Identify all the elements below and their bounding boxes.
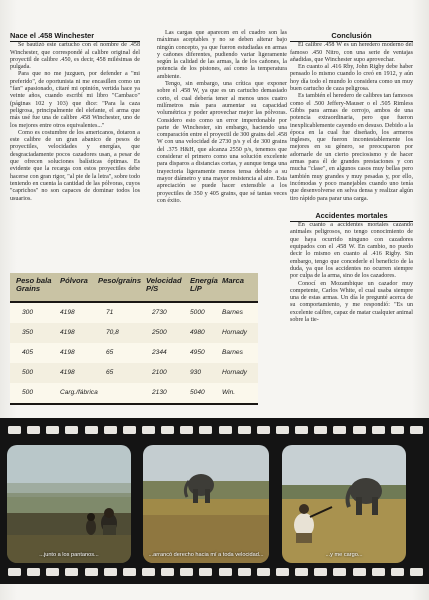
table-cell: 5040 xyxy=(190,389,205,396)
table-row xyxy=(10,323,258,343)
table-cell: 65 xyxy=(106,349,114,356)
table-header-cell: Pólvora xyxy=(60,276,88,285)
table-cell: 4198 xyxy=(60,349,75,356)
table-cell: Carg./fábrica xyxy=(60,389,98,396)
table-cell: 500 xyxy=(22,389,34,396)
table-body xyxy=(10,301,258,405)
table-cell: Win. xyxy=(222,389,236,396)
film-perforations-top xyxy=(8,426,423,436)
table-cell: 4950 xyxy=(190,349,205,356)
paragraph: Es también el heredero de calibres tan famosos como el .500 Jeffery-Mauser o el .505 Rimless Gibbs para armas de cerrojo, ambos de una potencia extraordinaria, pero que fueron inexplicablemente cayendo en desuso. Debido a la época en la cual fue diseñado, los armeros ingleses, que fueron incontestablemente los mejores en su género, se preocuparon por adornarle de un cierto preciosismo y de hacer armas para él de grandes prestaciones y con mucha "clase", en algunos casos muy bellas pero también muy grandes y muy pesadas y, por ello, incómodas y poco manejables cuando uno tenía que desenvolverse en selva densa y realizar algún tiro rápido para parar una carga. xyxy=(290,93,414,202)
table-row xyxy=(10,343,258,363)
paragraph: Se bautizó este cartucho con el nombre de .458 Winchester, que correspondé al calibre original del proyectil de calibre .450, es decir, 458 milésimas de pulgada. xyxy=(10,42,140,71)
table-row xyxy=(10,303,258,323)
photo-frame-swamp xyxy=(7,445,131,563)
section-title-conclusion: Conclusión xyxy=(290,32,413,42)
film-perforations-bottom xyxy=(8,568,423,578)
table-header-cell: Energía L/P xyxy=(190,276,218,293)
table-cell: 4198 xyxy=(60,309,75,316)
table-cell: 65 xyxy=(106,369,114,376)
swamp-photo xyxy=(7,445,131,563)
paragraph: Para que no me juzguen, por defender a "mi preferido", de oportunista ni me encasillen como un "fan" apasionado, citaré mi opinión, vertida hace ya veinte años, cuando escribí mi libro "Cambaco" (páginas 102 y 103) que dice: "Para la caza peligrosa, principalmente del elefante, el arma que más usé fue una de calibre .458 Winchester, uno de los mejores entre otros equivalentes..." xyxy=(10,71,140,129)
table-cell: 4198 xyxy=(60,369,75,376)
table-header-cell: Peso/grains xyxy=(98,276,142,285)
table-header-cell: Marca xyxy=(222,276,244,285)
paragraph: En cuanto al .416 Rby, John Rigby debe haber pensado lo mismo cuando lo creó en 1912, y aún hoy día todo el mundo lo considera como un muy buen cartucho de caza peligrosa. xyxy=(290,64,413,93)
photo-caption: ...y me cargo... xyxy=(325,552,363,558)
table-cell: 2730 xyxy=(152,309,167,316)
table-cell: 70,8 xyxy=(106,329,119,336)
elephant-charge-photo xyxy=(143,445,269,563)
ballistics-table xyxy=(10,273,258,405)
table-cell: 2500 xyxy=(152,329,167,336)
paragraph: Tengo, sin embargo, una crítica que exponer sobre el .458 W, ya que es un cartucho demasiado corto, el cual debería tener al menos unos cuatro milímetros más para aumentar su capacidad volumétrica y poder aprovechar mejor las pólvoras. Considero esto como un error imperdonable por parte de Winchester, sin embargo, haciendo una comparación entre el proyectil de 300 grains del .458 W con una velocidad de 2730 p/s y el de 300 grains del .375 H&H, que alcanza 2550 p/s, tenemos que considerar el primero como una solución excelente para disparos a distancias cortas, y aunque tenga una trayectoria ligeramente menos tensa debido a su mayor diámetro y una mayor resistencia al aire. Esta apreciación se puede hacer extensible a los proyectiles de 350 y 405 grains, que sé tantas veces con éxito. xyxy=(157,81,287,204)
table-cell: Barnes xyxy=(222,309,243,316)
table-cell: 2344 xyxy=(152,349,167,356)
table-cell: 2100 xyxy=(152,369,167,376)
table-cell: Barnes xyxy=(222,349,243,356)
column-left xyxy=(10,32,140,203)
table-cell: 2130 xyxy=(152,389,167,396)
table-cell: Hornady xyxy=(222,329,247,336)
table-row xyxy=(10,383,258,403)
table-cell: 500 xyxy=(22,369,34,376)
film-strip xyxy=(0,418,429,584)
photo-caption: ...arrancó derecho hacia mí a toda velocidad... xyxy=(148,552,264,558)
elephant-hunter-photo xyxy=(282,445,406,563)
paragraph: El calibre .458 W es un heredero moderno del famoso .450 Nitro, con una serie de ventajas añadidas, que Winchester supo aprovechar. xyxy=(290,42,413,63)
table-header-cell: Peso bala Grains xyxy=(16,276,52,293)
paragraph: En cuanto a accidentes mortales cazando animales peligrosos, no tengo conocimiento de que haya ocurrido ninguno con cazadores equipados con el .458 W. En cambio, no puedo decir lo mismo en cuanto al .416 Rigby. Sin embargo, tengo que concederle el beneficio de la duda, ya que los accidentes no ocurren siempre por culpa de la arma, sino de los cazadores. xyxy=(290,222,413,280)
section-title-accidentes: Accidentes mortales xyxy=(290,212,413,222)
section-title-nace: Nace el .458 Winchester xyxy=(10,32,140,42)
column-middle xyxy=(157,30,287,205)
paragraph: Las cargas que aparecen en el cuadro son las máximas aceptables y no se deben alterar bajo ningún concepto, ya que fueron estudiadas en armas y cañones diferentes, pudiendo variar ligeramente según la calidad de las armas, la de los cañones, la potencia de los pistones, así como la temperatura ambiente. xyxy=(157,30,287,80)
table-cell: 4198 xyxy=(60,329,75,336)
table-cell: 300 xyxy=(22,309,34,316)
table-cell: 4980 xyxy=(190,329,205,336)
column-right xyxy=(290,32,413,324)
table-cell: 350 xyxy=(22,329,34,336)
table-cell: 930 xyxy=(190,369,202,376)
table-cell: Hornady xyxy=(222,369,247,376)
table-cell: 405 xyxy=(22,349,34,356)
paragraph: Conocí en Mozambique un cazador muy competente, Carlos White, el cual usaba siempre una de estas armas. Un día le pregunté acerca de su comportamiento, y me respondió: "Es un excelente calibre, capaz de matar cualquier animal sobre la tie- xyxy=(290,280,413,323)
table-header-cell: Velocidad P/S xyxy=(146,276,182,293)
table-row xyxy=(10,363,258,383)
photo-caption: ...junto a los pantanos... xyxy=(39,552,99,558)
table-header xyxy=(10,273,258,301)
table-cell: 5000 xyxy=(190,309,205,316)
photo-frame-elephant-charge xyxy=(143,445,269,563)
paragraph: Como es costumbre de los americanos, dotaron a este calibre de un gran abanico de pesos de proyectiles, velocidades y energías, que desgraciadamente pocos cazadores usan, a pesar de que ofrecen soluciones balísticas óptimas. Es evidente que la recarga con estos proyectiles debe hacerse con gran rigor, "al pie de la letra", sobre todo teniendo en cuenta la cantidad de las pólvoras, cuyos "caprichos" no son capaces de dominar todos los usuarios. xyxy=(10,129,140,202)
photo-frame-elephant-hunter xyxy=(282,445,406,563)
table-cell: 71 xyxy=(106,309,114,316)
